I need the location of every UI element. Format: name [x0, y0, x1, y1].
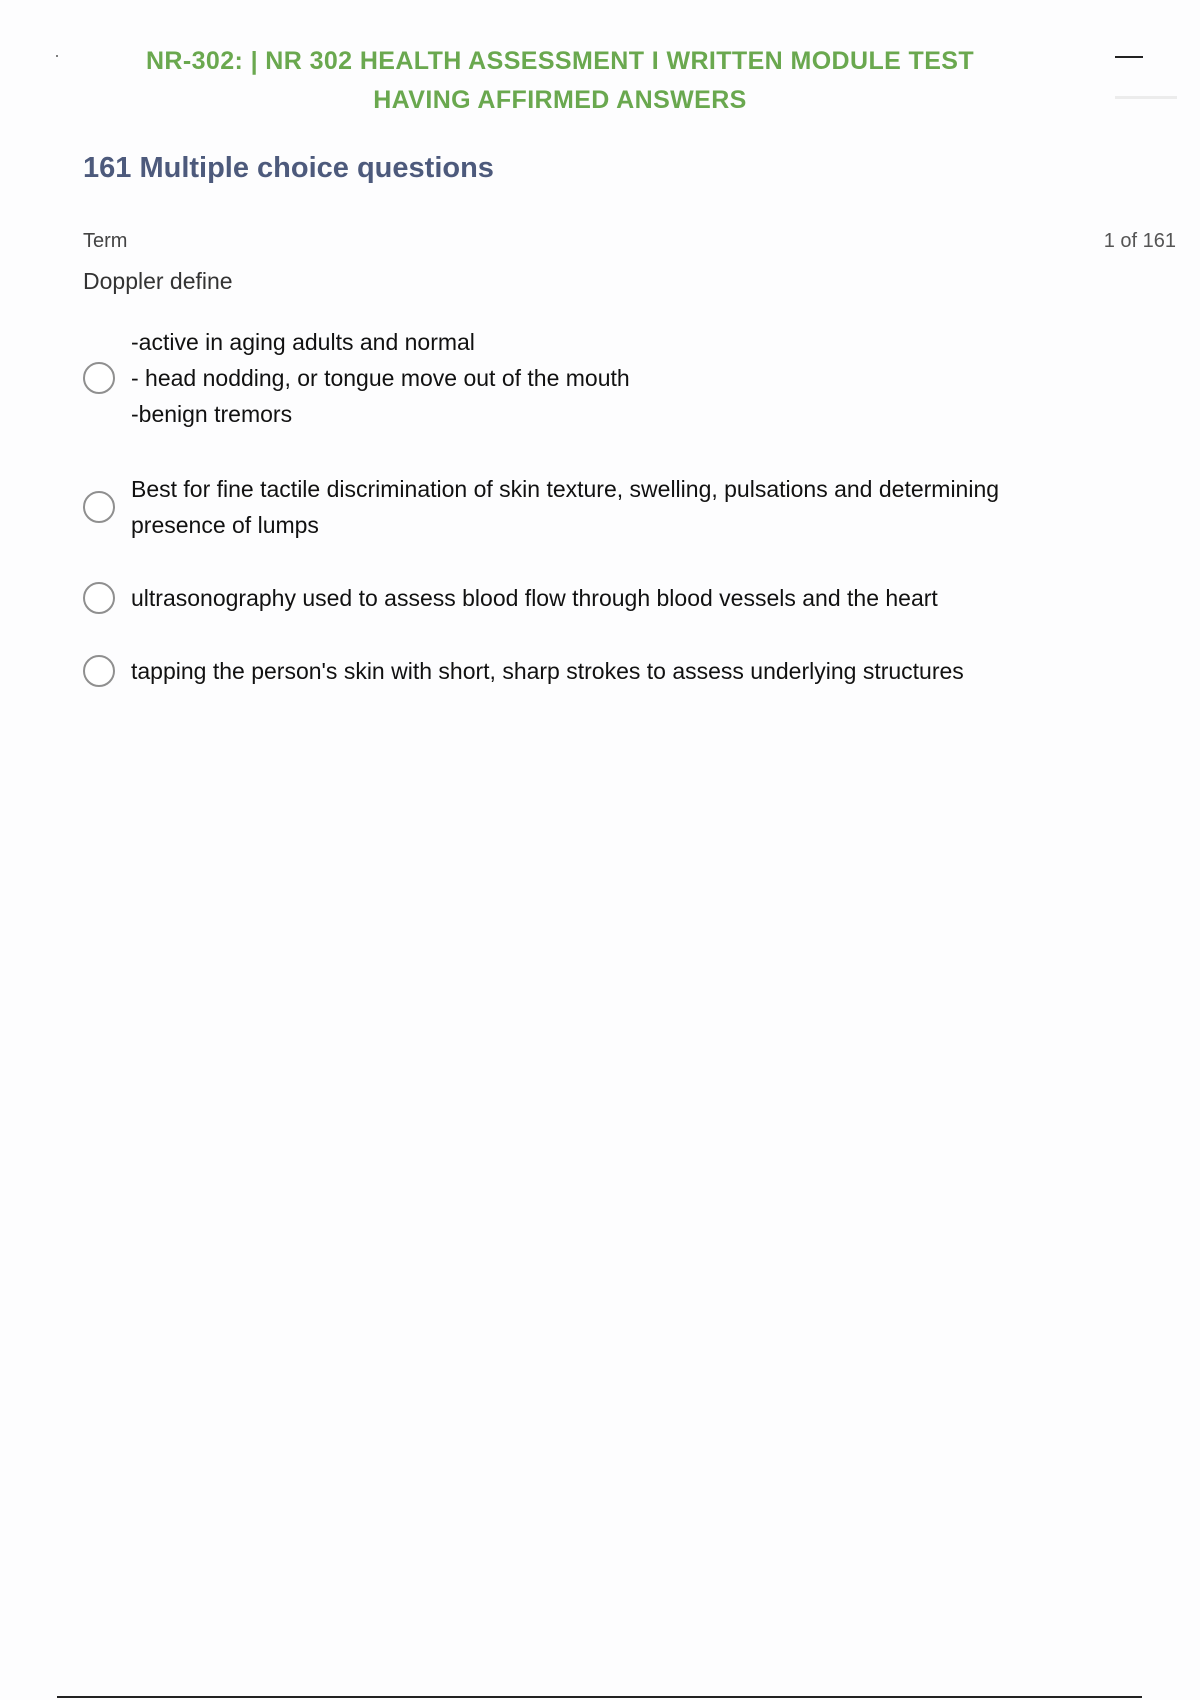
document-title	[60, 42, 1060, 120]
answer-option-2[interactable]	[83, 471, 1123, 543]
footer-rule	[57, 1696, 1142, 1698]
header-divider	[1115, 96, 1177, 99]
question-counter: 1 of 161	[1103, 230, 1176, 252]
document-title-line-1: NR-302: | NR 302 HEALTH ASSESSMENT I WRITTEN MODULE TEST	[145, 47, 975, 75]
answer-option-3[interactable]	[83, 580, 1123, 616]
stray-dot	[56, 55, 58, 57]
document-title-line-2: HAVING AFFIRMED ANSWERS	[373, 86, 747, 114]
term-label: Term	[83, 230, 128, 252]
answer-option-text: -active in aging adults and normal - head nodding, or tongue move out of the mouth -benign tremors	[131, 329, 630, 427]
radio-button[interactable]	[83, 582, 115, 614]
answer-option-text: tapping the person's skin with short, sharp strokes to assess underlying structures	[131, 658, 964, 684]
radio-button[interactable]	[83, 491, 115, 523]
radio-button[interactable]	[83, 655, 115, 687]
question-count-heading: 161 Multiple choice questions	[83, 152, 494, 184]
answer-option-1[interactable]	[83, 324, 1123, 432]
answer-option-4[interactable]	[83, 653, 1123, 689]
radio-button[interactable]	[83, 362, 115, 394]
answer-option-text: Best for fine tactile discrimination of skin texture, swelling, pulsations and determining presence of lumps	[131, 476, 1000, 538]
minimize-dash	[1115, 56, 1143, 58]
term-text: Doppler define	[83, 268, 233, 294]
answer-option-text: ultrasonography used to assess blood flow through blood vessels and the heart	[131, 585, 938, 611]
